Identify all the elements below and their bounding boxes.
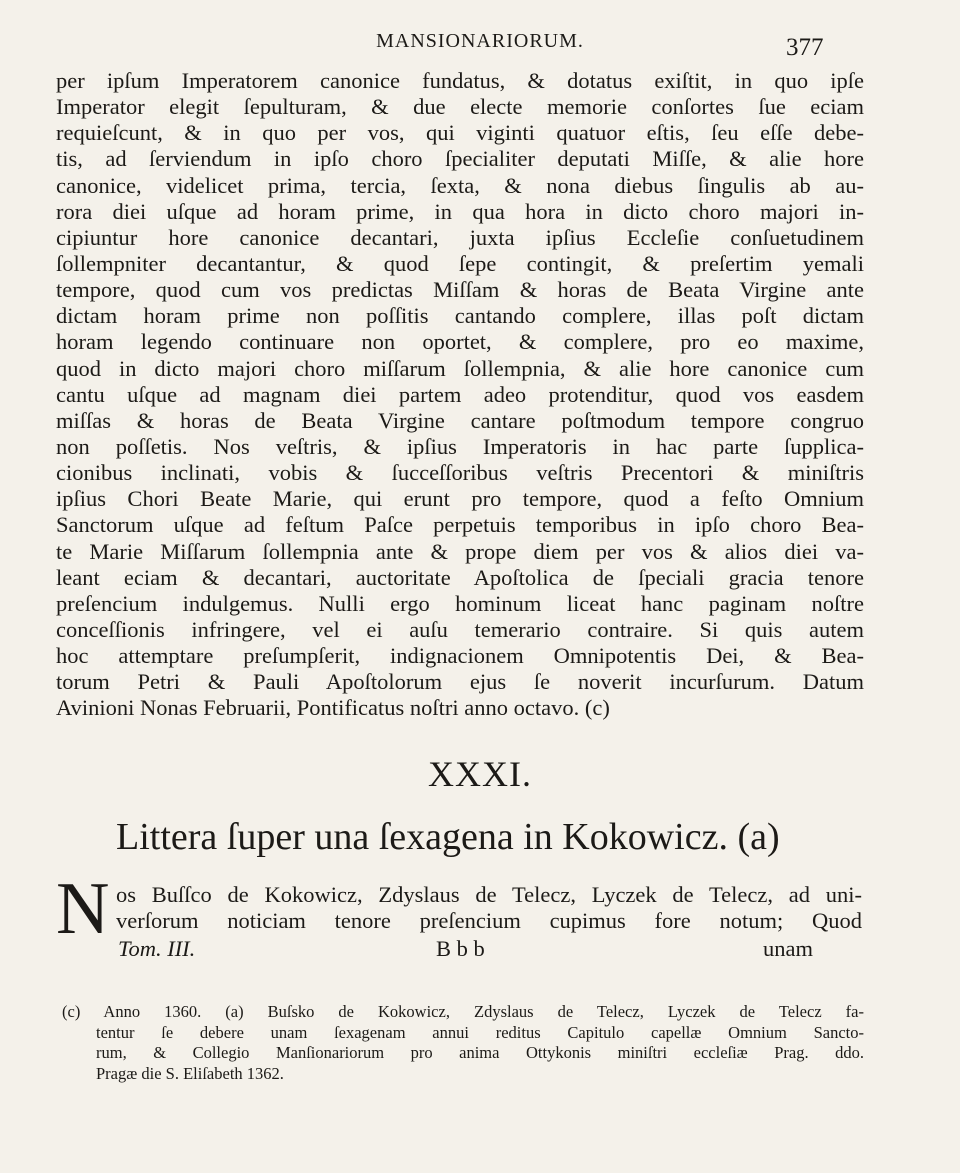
footnote-line: tentur ſe debere unam ſexagenam annui reditus Capitulo capellæ Omnium Sancto- [96, 1022, 864, 1042]
text-line: Sanctorum uſque ad feſtum Paſce perpetuis temporibus in ipſo choro Bea- [56, 512, 864, 538]
text-line: tempore, quod cum vos predictas Miſſam & horas de Beata Virgine ante [56, 277, 864, 303]
running-head: MANSIONARIORUM. [376, 30, 584, 52]
section-number: XXXI. [428, 754, 532, 794]
text-line: quod in dicto majori choro miſſarum ſollempnia, & alie hore canonice cum [56, 355, 864, 381]
footnote-line: (c) Anno 1360. (a) Buſsko de Kokowicz, Zdyslaus de Telecz, Lyczek de Telecz fa- [62, 1002, 864, 1021]
text-line: non poſſetis. Nos veſtris, & ipſius Imperatoris in hac parte ſupplica- [56, 433, 864, 459]
main-text [56, 68, 864, 722]
footnotes [62, 1002, 864, 1084]
text-line: leant eciam & decantari, auctoritate Apoſtolica de ſpeciali gracia tenore [56, 564, 864, 590]
text-line: cantu uſque ad magnam diei partem adeo protenditur, quod vos easdem [56, 381, 864, 407]
signature-line [118, 936, 828, 962]
text-line: hoc attemptare preſumpſerit, indignacionem Omnipotentis Dei, & Bea- [56, 643, 864, 669]
text-line: ipſius Chori Beate Marie, qui erunt pro tempore, quod a feſto Omnium [56, 486, 864, 512]
text-line: miſſas & horas de Beata Virgine cantare poſtmodum tempore congruo [56, 407, 864, 433]
text-line: cionibus inclinati, vobis & ſucceſſoribus veſtris Precentori & miniſtris [56, 460, 864, 486]
text-line: cipiuntur hore canonice decantari, juxta ipſius Eccleſie conſuetudinem [56, 224, 864, 250]
text-line: te Marie Miſſarum ſollempnia ante & prope diem per vos & alios diei va- [56, 538, 864, 564]
drop-capital: N [56, 868, 110, 950]
text-line: conceſſionis infringere, vel ei auſu temerario contraire. Si quis autem [56, 616, 864, 642]
text-line: preſencium indulgemus. Nulli ergo hominum liceat hanc paginam noſtre [56, 590, 864, 616]
text-line: canonice, videlicet prima, tercia, ſexta, & nona diebus ſingulis ab au- [56, 172, 864, 198]
page-number: 377 [786, 34, 824, 61]
text-line: dictam horam prime non poſſitis cantando complere, illas poſt dictam [56, 303, 864, 329]
catchword: unam [763, 936, 813, 961]
text-line: horam legendo continuare non oportet, & complere, pro eo maxime, [56, 329, 864, 355]
text-line: ſollempniter decantantur, & quod ſepe contingit, & preſertim yemali [56, 250, 864, 276]
text-line: tis, ad ſerviendum in ipſo choro ſpecialiter deputati Miſſe, & alie hore [56, 146, 864, 172]
text-line: Avinioni Nonas Februarii, Pontificatus noſtri anno octavo. (c) [56, 695, 610, 721]
section-title: Littera ſuper una ſexagena in Kokowicz. (a) [116, 816, 780, 858]
text-line: os Buſſco de Kokowicz, Zdyslaus de Telecz, Lyczek de Telecz, ad uni- [116, 882, 862, 907]
charter-text [116, 882, 862, 934]
text-line: Imperator elegit ſepulturam, & due electe memorie conſortes ſue eciam [56, 94, 864, 120]
footnote-line: rum, & Collegio Manſionariorum pro anima Ottykonis miniſtri eccleſiæ Prag. ddo. [96, 1043, 864, 1062]
text-line: torum Petri & Pauli Apoſtolorum ejus ſe noverit incurſurum. Datum [56, 669, 864, 695]
text-line: rora diei uſque ad horam prime, in qua hora in dicto choro majori in- [56, 198, 864, 224]
text-line: verſorum noticiam tenore preſencium cupimus fore notum; Quod [116, 908, 862, 933]
signature-mark: B b b [436, 936, 485, 961]
text-line: per ipſum Imperatorem canonice fundatus, & dotatus exiſtit, in quo ipſe [56, 68, 864, 93]
volume-mark: Tom. III. [118, 936, 196, 961]
text-line: requieſcunt, & in quo per vos, qui viginti quatuor eſtis, ſeu eſſe debe- [56, 120, 864, 146]
footnote-line: Pragæ die S. Eliſabeth 1362. [96, 1063, 284, 1083]
